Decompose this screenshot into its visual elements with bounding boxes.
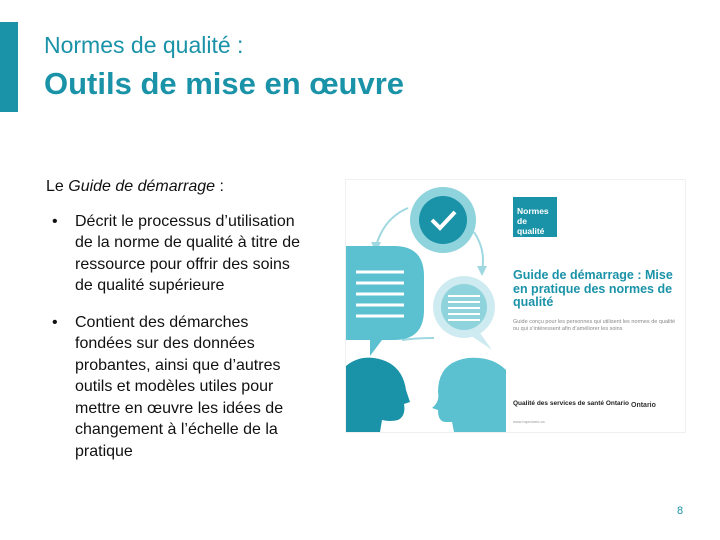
ontario-logo: Ontario [631, 402, 656, 409]
intro-line [46, 176, 308, 198]
bullet-text: Contient des démarches fondées sur des données probantes, ainsi que d’autres outils et modèles utiles pour mettre en œuvre les idées de changement à l’échelle de la pratique [75, 313, 284, 460]
bullet-icon: • [52, 212, 58, 230]
head-left-icon [346, 358, 410, 432]
bullet-list [46, 211, 308, 463]
slide-content [46, 176, 308, 477]
slide-title: Outils de mise en œuvre [44, 66, 405, 101]
intro-suffix: : [215, 178, 224, 195]
bullet-item [46, 211, 308, 297]
publisher-url: www.hqontario.ca [513, 419, 545, 424]
arrow-left-icon [376, 208, 408, 246]
accent-bar [0, 22, 18, 112]
guide-cover-image [346, 180, 685, 432]
publisher-logo: Qualité des services de santé Ontario [513, 400, 629, 407]
bullet-icon: • [52, 313, 58, 331]
page-number: 8 [677, 505, 684, 517]
arrow-right-icon [474, 232, 483, 270]
cover-subtitle: Guide conçu pour les personnes qui utilisent les normes de qualité ou qui s’intéressent afin d’améliorer les soins [513, 319, 676, 332]
guide-name: Guide de démarrage [68, 178, 216, 195]
cover-badge: Normes de qualité [513, 197, 557, 237]
cover-title: Guide de démarrage : Mise en pratique des normes de qualité [513, 268, 673, 309]
bullet-text: Décrit le processus d’utilisation de la norme de qualité à titre de ressource pour offrir des soins de qualité supérieure [75, 212, 301, 294]
intro-prefix: Le [46, 178, 69, 195]
check-bubble-inner [419, 196, 467, 244]
bubble-tail [470, 330, 492, 350]
slide-supertitle: Normes de qualité : [44, 32, 244, 58]
arrowhead-right-icon [477, 266, 487, 276]
arrow-bottom-icon [402, 338, 434, 340]
bullet-item [46, 312, 308, 463]
head-right-icon [432, 358, 506, 432]
